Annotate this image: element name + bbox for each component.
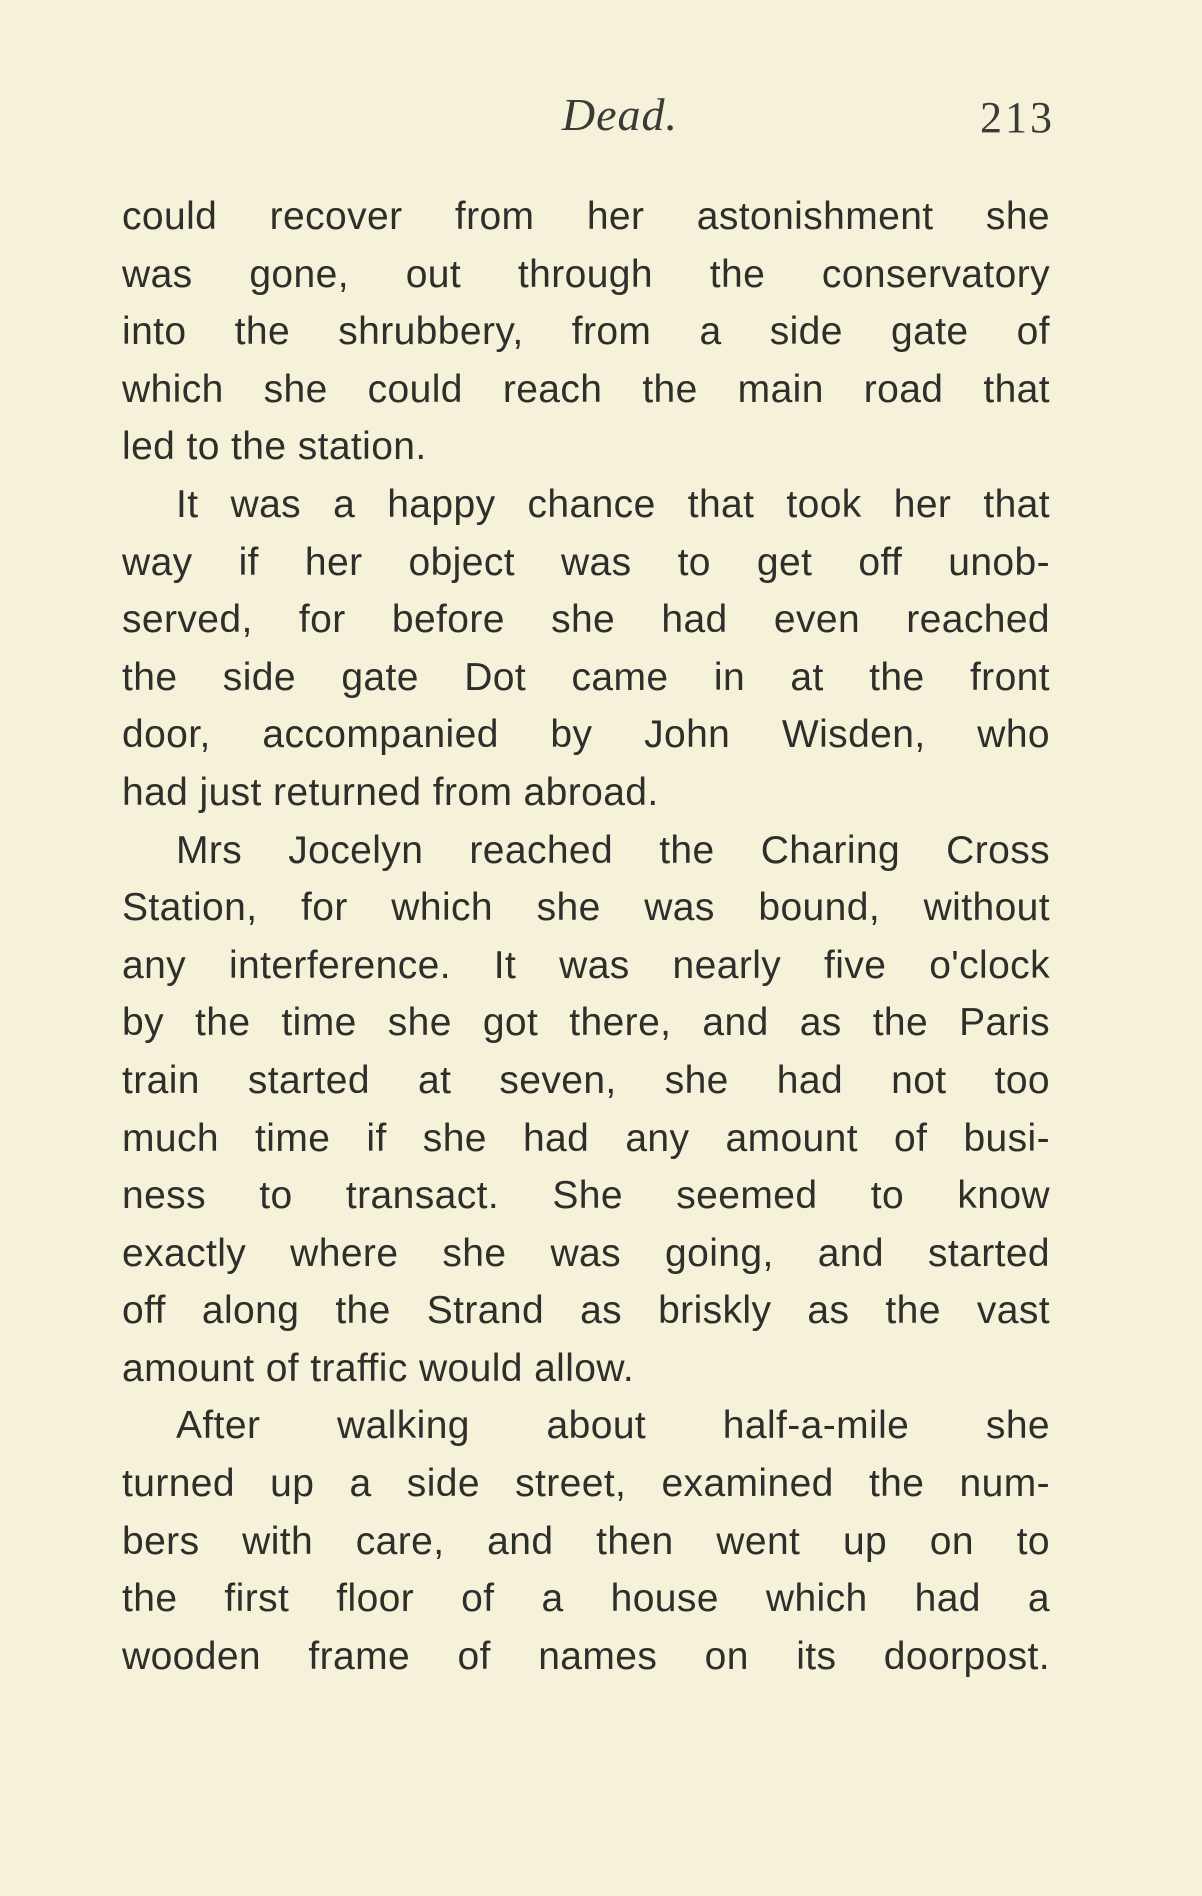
text-line: off along the Strand as briskly as the vast xyxy=(122,1289,1050,1333)
text-line: was gone, out through the conservatory xyxy=(122,252,1050,296)
text-line: could recover from her astonishment she xyxy=(122,195,1050,238)
text-line: wooden frame of names on its doorpost. xyxy=(122,1634,1050,1678)
text-line: which she could reach the main road that xyxy=(122,367,1050,411)
text-line: much time if she had any amount of busi- xyxy=(122,1116,1050,1160)
text-line: the side gate Dot came in at the front xyxy=(122,655,1050,699)
text-line: ness to transact. She seemed to know xyxy=(122,1174,1050,1218)
paragraph-first-line: Mrs Jocelyn reached the Charing Cross xyxy=(176,828,1050,872)
text-line: amount of traffic would allow. xyxy=(122,1346,635,1390)
text-line: door, accompanied by John Wisden, who xyxy=(122,713,1050,757)
text-line: bers with care, and then went up on to xyxy=(122,1519,1050,1563)
paragraph-first-line: It was a happy chance that took her that xyxy=(176,482,1050,526)
text-line: train started at seven, she had not too xyxy=(122,1058,1050,1102)
paragraph-first-line: After walking about half-a-mile she xyxy=(176,1404,1050,1448)
running-head xyxy=(0,88,1202,148)
text-line: served, for before she had even reached xyxy=(122,598,1050,642)
text-line: had just returned from abroad. xyxy=(122,770,659,814)
text-line: any interference. It was nearly five o'clock xyxy=(122,943,1050,987)
text-line: exactly where she was going, and started xyxy=(122,1231,1050,1275)
body-text xyxy=(122,188,1050,1685)
text-line: way if her object was to get off unob- xyxy=(122,540,1050,584)
text-line: into the shrubbery, from a side gate of xyxy=(122,310,1050,354)
text-line: Station, for which she was bound, without xyxy=(122,886,1050,930)
text-line: the first floor of a house which had a xyxy=(122,1577,1050,1621)
text-line: turned up a side street, examined the num- xyxy=(122,1462,1050,1506)
chapter-title: Dead. xyxy=(561,89,679,140)
page-number: 213 xyxy=(980,93,1055,142)
text-line: led to the station. xyxy=(122,425,427,469)
text-line: by the time she got there, and as the Paris xyxy=(122,1001,1050,1045)
